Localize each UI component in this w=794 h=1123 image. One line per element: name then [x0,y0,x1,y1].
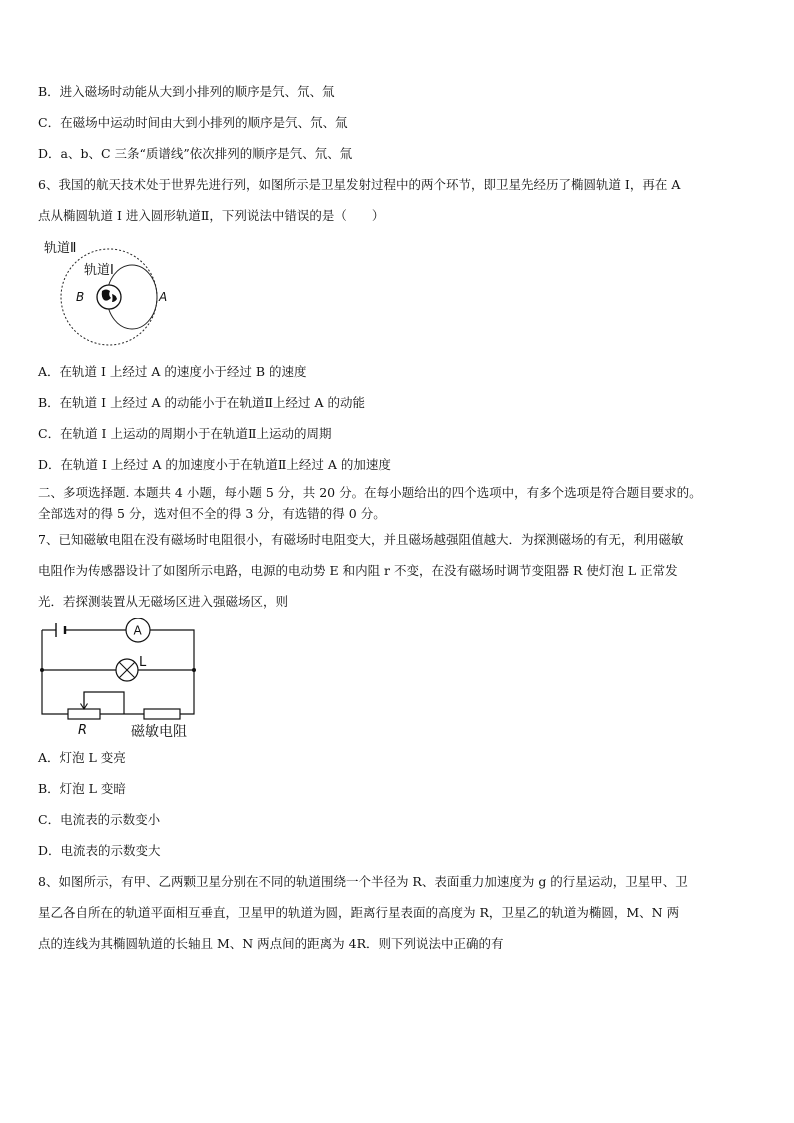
q7-option-b: B．灯泡 L 变暗 [38,781,126,796]
q7-stem-line-3: 光．若探测装置从无磁场区进入强磁场区，则 [38,594,289,609]
battery-icon [56,623,65,637]
earth-icon [97,285,121,309]
ammeter-label: A [133,623,142,638]
lamp-icon [116,659,138,681]
q5-option-d: D．a、b、C 三条“质谱线”依次排列的顺序是氕、氘、氚 [38,146,353,161]
q8-stem-line-3: 点的连线为其椭圆轨道的长轴且 M、N 两点间的距离为 4R．则下列说法中正确的有 [38,936,504,951]
q8-stem-line-2: 星乙各自所在的轨道平面相互垂直，卫星甲的轨道为圆，距离行星表面的高度为 R，卫星乙的轨道为椭圆，M、N 两 [38,905,680,920]
q5-option-b: B．进入磁场时动能从大到小排列的顺序是氕、氘、氚 [38,84,335,99]
point-b-label: B [76,290,85,304]
rheostat-resistor [68,709,100,719]
q6-option-b: B．在轨道 I 上经过 A 的动能小于在轨道Ⅱ上经过 A 的动能 [38,395,366,410]
q7-option-d: D．电流表的示数变大 [38,843,161,858]
q8-stem-line-1: 8、如图所示，有甲、乙两颗卫星分别在不同的轨道围绕一个半径为 R、表面重力加速度为 g 的行星运动，卫星甲、卫 [38,874,688,889]
q6-stem-line-2: 点从椭圆轨道 I 进入圆形轨道Ⅱ，下列说法中错误的是（ ） [38,208,385,223]
junction-right [192,668,196,672]
q6-option-c: C．在轨道 I 上运动的周期小于在轨道Ⅱ上运动的周期 [38,426,332,441]
orbit-2-label: 轨道Ⅱ [44,241,77,256]
q6-option-a: A．在轨道 I 上经过 A 的速度小于经过 B 的速度 [38,364,307,379]
circuit-diagram [38,618,208,742]
section-2-heading-line-1: 二、多项选择题. 本题共 4 小题，每小题 5 分，共 20 分。在每小题给出的四个选项中，有多个选项是符合题目要求的。 [38,485,702,500]
junction-left [40,668,44,672]
section-2-heading-line-2: 全部选对的得 5 分，选对但不全的得 3 分，有选错的得 0 分。 [38,506,386,521]
q7-option-c: C．电流表的示数变小 [38,812,161,827]
q6-stem-line-1: 6、我国的航天技术处于世界先进行列，如图所示是卫星发射过程中的两个环节，即卫星先经历了椭圆轨道 I，再在 A [38,177,681,192]
magnetoresistor-label: 磁敏电阻 [131,724,187,740]
q6-option-d: D．在轨道 I 上经过 A 的加速度小于在轨道Ⅱ上经过 A 的加速度 [38,457,391,472]
rheostat-slider-arrow [81,692,88,709]
q5-option-c: C．在磁场中运动时间由大到小排列的顺序是氕、氘、氚 [38,115,348,130]
lamp-label: L [139,655,147,670]
point-a-label: A [159,290,168,304]
q7-stem-line-1: 7、已知磁敏电阻在没有磁场时电阻很小，有磁场时电阻变大，并且磁场越强阻值越大．为探测磁场的有无，利用磁敏 [38,532,684,547]
orbit-diagram [38,234,178,352]
q7-option-a: A．灯泡 L 变亮 [38,750,126,765]
magnetoresistor [144,709,180,719]
orbit-1-label: 轨道Ⅰ [84,263,114,278]
q7-stem-line-2: 电阻作为传感器设计了如图所示电路，电源的电动势 E 和内阻 r 不变，在没有磁场时调节变阻器 R 使灯泡 L 正常发 [38,563,678,578]
rheostat-label: R [78,723,88,738]
